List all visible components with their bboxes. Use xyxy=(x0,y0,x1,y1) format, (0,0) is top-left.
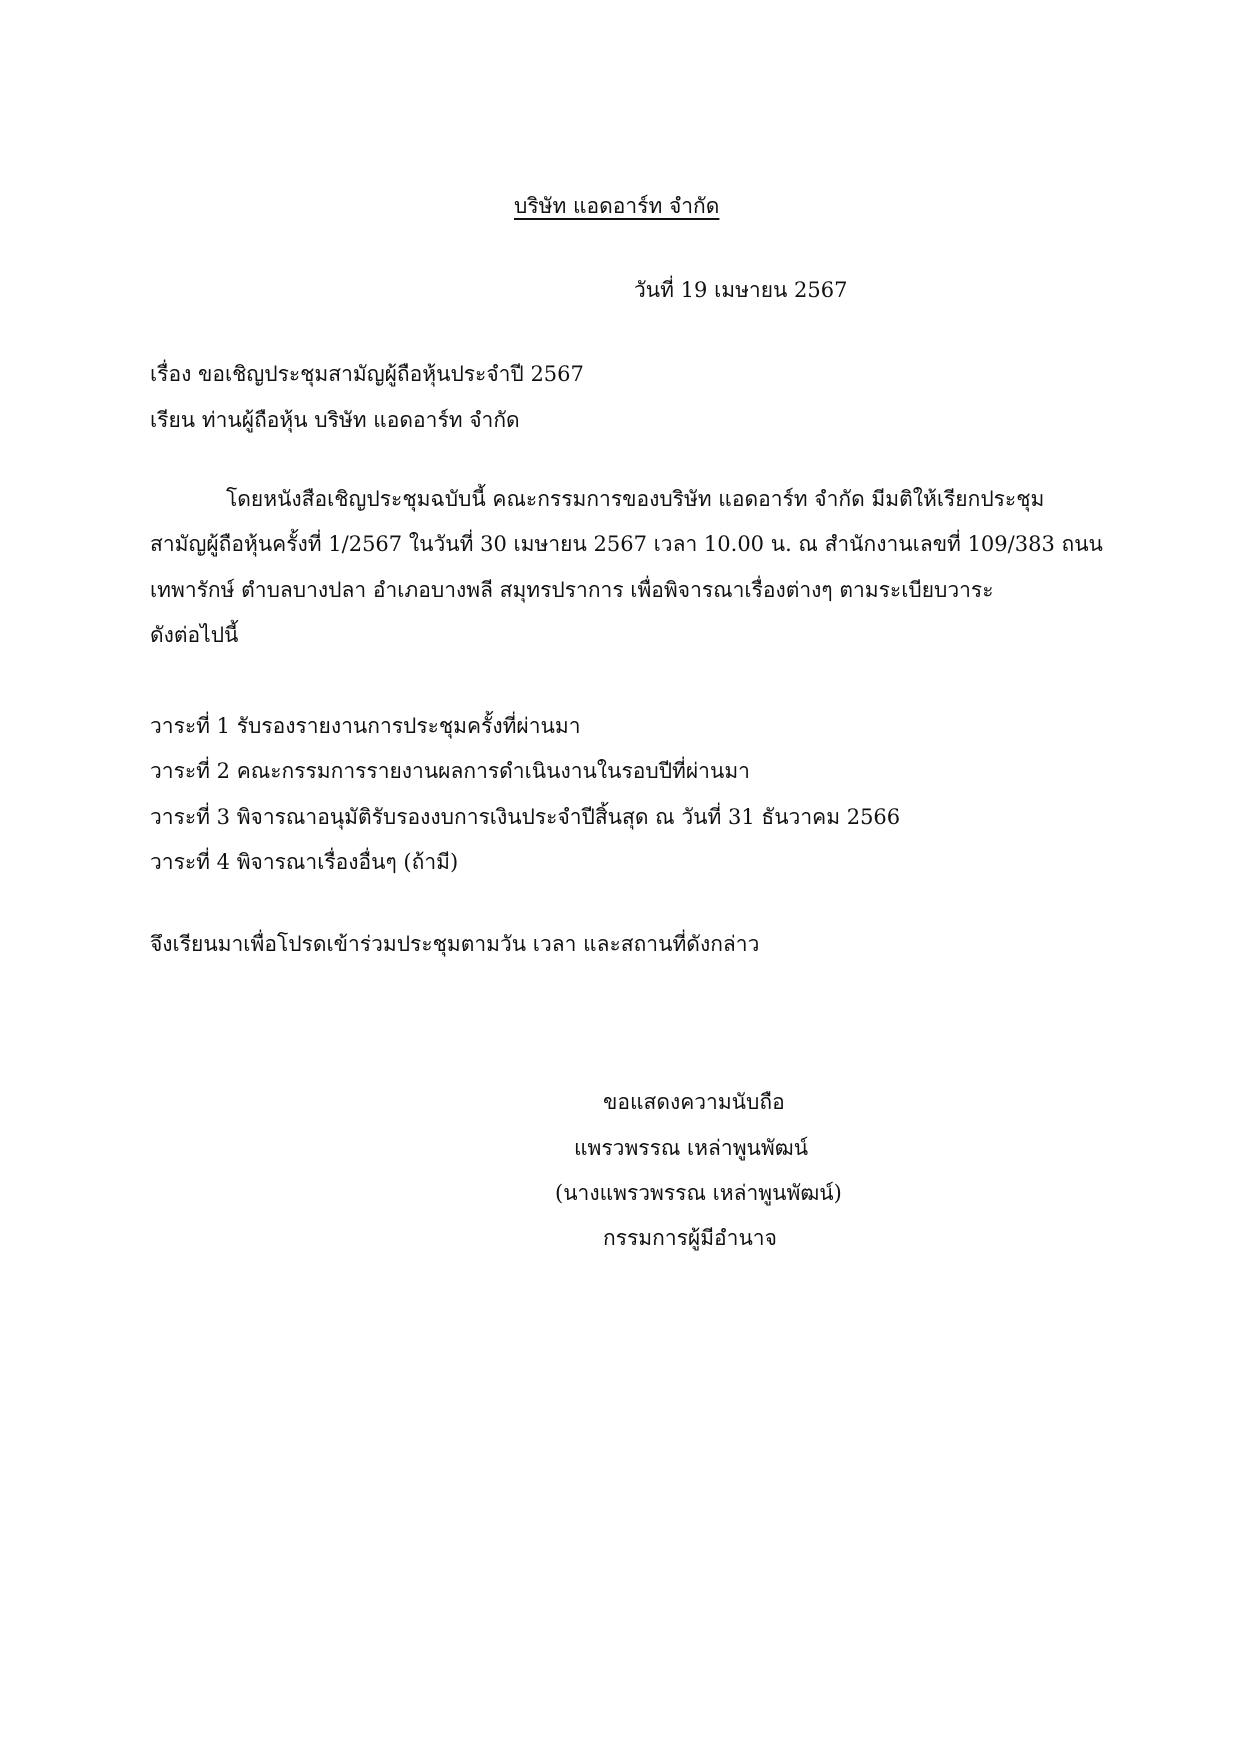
agenda-item: วาระที่ 4 พิจารณาเรื่องอื่นๆ (ถ้ามี) xyxy=(150,850,459,874)
body-paragraph-line: สามัญผู้ถือหุ้นครั้งที่ 1/2567 ในวันที่ 30 เมษายน 2567 เวลา 10.00 น. ณ สำนักงานเลขที่ 109/383 ถนน xyxy=(150,532,1103,556)
signature-name: แพรวพรรณ เหล่าพูนพัฒน์ xyxy=(574,1136,809,1160)
signature-regards: ขอแสดงความนับถือ xyxy=(603,1090,785,1114)
agenda-item: วาระที่ 2 คณะกรรมการรายงานผลการดำเนินงานในรอบปีที่ผ่านมา xyxy=(150,759,750,783)
salutation-line: เรียน ท่านผู้ถือหุ้น บริษัท แอดอาร์ท จำกัด xyxy=(150,408,520,432)
subject-line: เรื่อง ขอเชิญประชุมสามัญผู้ถือหุ้นประจำปี 2567 xyxy=(150,362,584,386)
letter-date: วันที่ 19 เมษายน 2567 xyxy=(634,278,848,302)
body-paragraph-line: ดังต่อไปนี้ xyxy=(150,623,239,647)
agenda-item: วาระที่ 1 รับรองรายงานการประชุมครั้งที่ผ่านมา xyxy=(150,714,581,738)
signature-full-name: (นางแพรวพรรณ เหล่าพูนพัฒน์) xyxy=(555,1181,842,1205)
body-paragraph-line: เทพารักษ์ ตำบลบางปลา อำเภอบางพลี สมุทรปราการ เพื่อพิจารณาเรื่องต่างๆ ตามระเบียบวาระ xyxy=(150,578,994,602)
agenda-item: วาระที่ 3 พิจารณาอนุมัติรับรองงบการเงินประจำปีสิ้นสุด ณ วันที่ 31 ธันวาคม 2566 xyxy=(150,805,901,829)
body-paragraph-line: โดยหนังสือเชิญประชุมฉบับนี้ คณะกรรมการของบริษัท แอดอาร์ท จำกัด มีมติให้เรียกประชุม xyxy=(226,487,1045,511)
company-heading: บริษัท แอดอาร์ท จำกัด xyxy=(514,194,720,218)
closing-line: จึงเรียนมาเพื่อโปรดเข้าร่วมประชุมตามวัน เวลา และสถานที่ดังกล่าว xyxy=(150,932,760,956)
signature-title: กรรมการผู้มีอำนาจ xyxy=(603,1226,777,1250)
